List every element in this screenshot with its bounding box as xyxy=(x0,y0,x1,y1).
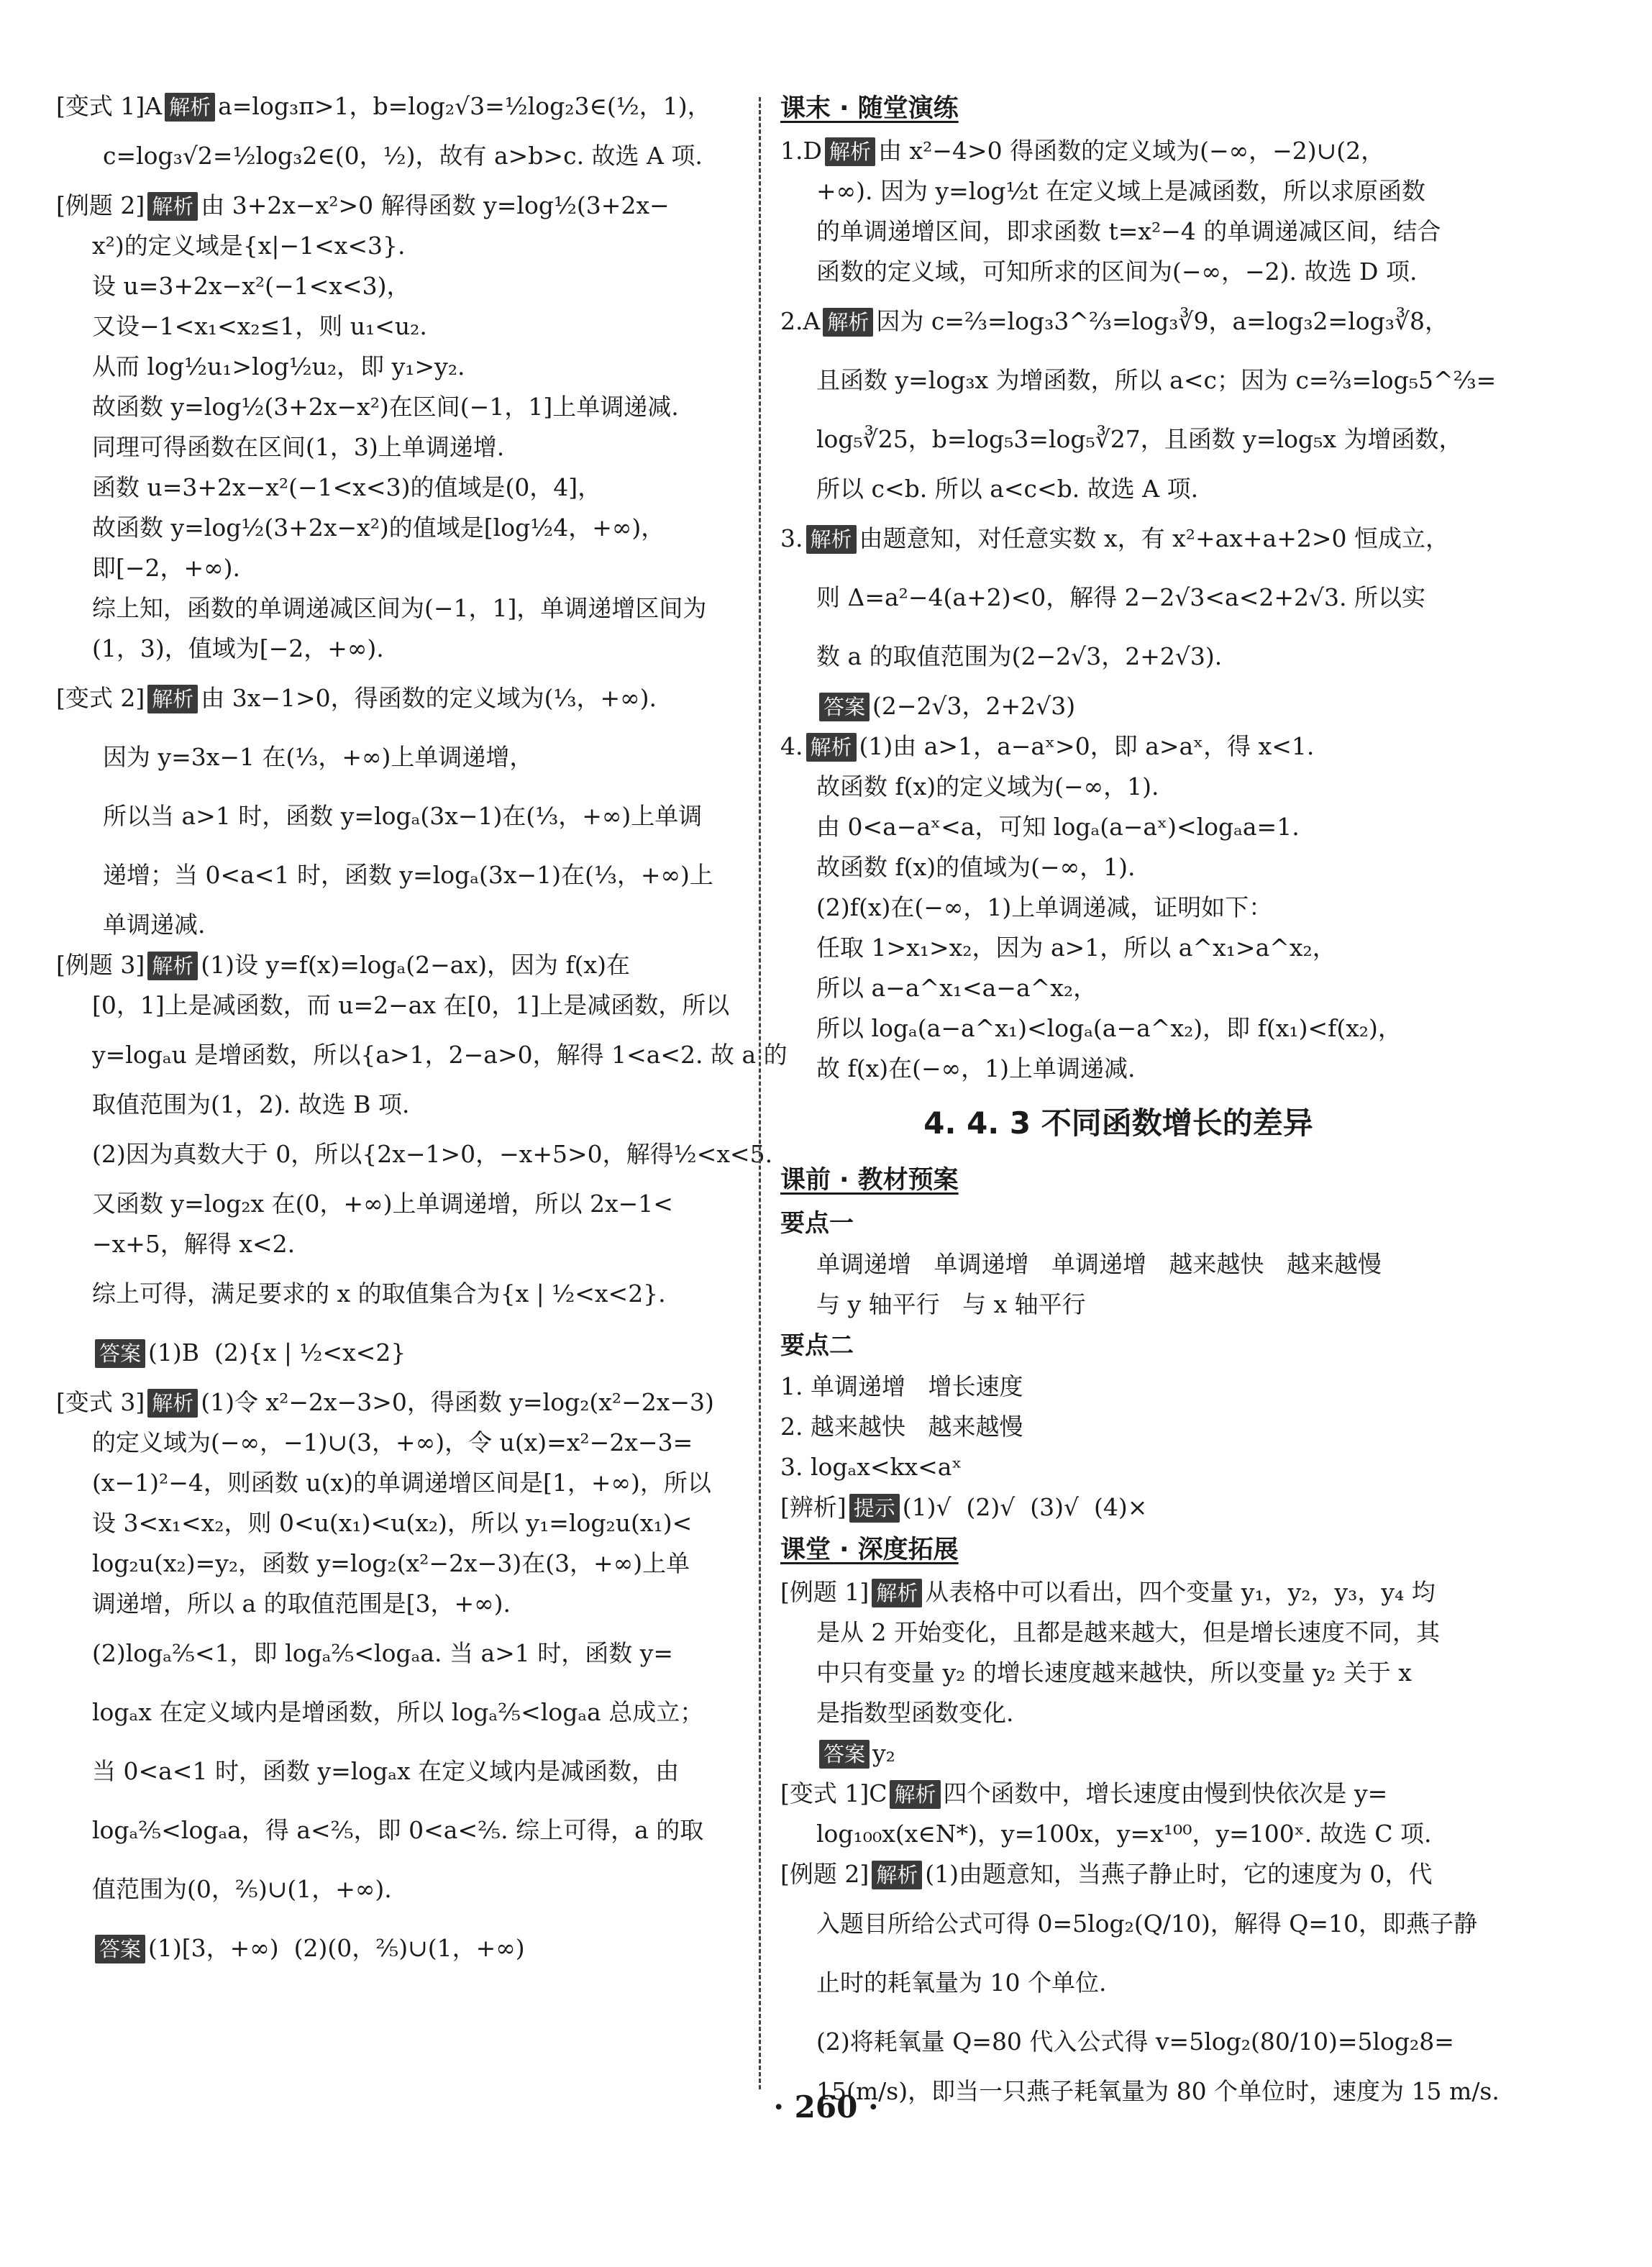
left-line: 调递增，所以 a 的取值范围是[3，+∞). xyxy=(92,1589,511,1618)
item-label: [例题 2] xyxy=(780,1860,870,1888)
right-line: 15(m/s)，即当一只燕子耗氧量为 80 个单位时，速度为 15 m/s. xyxy=(816,2077,1500,2105)
left-line: 函数 u=3+2x−x²(−1<x<3)的值域是(0，4]， xyxy=(92,473,602,501)
left-line: (2)logₐ⅖<1，即 logₐ⅖<logₐa. 当 a>1 时，函数 y= xyxy=(92,1639,674,1667)
right-line xyxy=(780,1854,1456,1894)
analysis-tag: 解析 xyxy=(147,192,198,221)
right-line xyxy=(780,686,1456,726)
right-line xyxy=(780,509,1456,568)
line-text: (1)由题意知，当燕子静止时，它的速度为 0，代 xyxy=(925,1860,1433,1888)
left-line xyxy=(56,945,743,985)
right-line: 中只有变量 y₂ 的增长速度越来越快，所以变量 y₂ 关于 x xyxy=(816,1659,1412,1687)
right-line: 的单调递增区间，即求函数 t=x²−4 的单调递减区间，结合 xyxy=(816,217,1441,245)
right-line: (2)f(x)在(−∞，1)上单调递减，证明如下： xyxy=(816,893,1273,921)
item-label: [例题 3] xyxy=(56,951,145,979)
line-text: a=log₃π>1，b=log₂√3=½log₂3∈(½，1)， xyxy=(218,92,711,120)
left-line: (2)因为真数大于 0，所以{2x−1>0，−x+5>0，解得½<x<5. xyxy=(92,1140,773,1168)
right-line: 止时的耗氧量为 10 个单位. xyxy=(816,1969,1107,1997)
left-line: log₂u(x₂)=y₂，函数 y=log₂(x²−2x−3)在(3，+∞)上单 xyxy=(92,1549,690,1577)
line-text: y₂ xyxy=(872,1739,895,1767)
item-label: [变式 2] xyxy=(56,684,145,712)
item-label: 4. xyxy=(780,732,803,760)
line-text: (1)[3，+∞) (2)(0，⅖)∪(1，+∞) xyxy=(148,1934,525,1962)
right-line: 故函数 f(x)的值域为(−∞，1). xyxy=(816,853,1136,881)
answer-tag: 答案 xyxy=(95,1935,145,1963)
left-line: 综上可得，满足要求的 x 的取值集合为{x | ½<x<2}. xyxy=(92,1280,666,1308)
line-text: (1)√ (2)√ (3)√ (4)× xyxy=(902,1493,1148,1521)
analysis-tag: 解析 xyxy=(165,93,215,122)
point-line: 与 y 轴平行 与 x 轴平行 xyxy=(816,1290,1086,1318)
left-line: 递增；当 0<a<1 时，函数 y=logₐ(3x−1)在(⅓，+∞)上 xyxy=(103,861,713,889)
page-number: · 260 · xyxy=(773,2089,879,2125)
right-line xyxy=(780,131,1456,171)
left-line: 的定义域为(−∞，−1)∪(3，+∞)，令 u(x)=x²−2x−3= xyxy=(92,1428,693,1456)
line-text: (2−2√3，2+2√3) xyxy=(872,692,1076,720)
left-line: y=logₐu 是增函数，所以{a>1，2−a>0，解得 1<a<2. 故 a 的 xyxy=(92,1041,788,1069)
answer-tag: 答案 xyxy=(95,1339,145,1368)
item-label: [例题 1] xyxy=(780,1578,870,1606)
left-line: 设 u=3+2x−x²(−1<x<3)， xyxy=(92,272,411,300)
left-line: (x−1)²−4，则函数 u(x)的单调递增区间是[1，+∞)，所以 xyxy=(92,1469,711,1497)
item-label: [例题 2] xyxy=(56,191,145,219)
analysis-tag: 解析 xyxy=(872,1579,922,1607)
left-line: 综上知，函数的单调递减区间为(−1，1]，单调递增区间为 xyxy=(92,594,707,622)
line-text: 由题意知，对任意实数 x，有 x²+ax+a+2>0 恒成立， xyxy=(859,524,1449,552)
left-line: 单调递减. xyxy=(103,911,206,939)
line-text: (1)令 x²−2x−3>0，得函数 y=log₂(x²−2x−3) xyxy=(201,1388,714,1416)
point-line: 3. logₐx<kx<aˣ xyxy=(780,1453,962,1481)
left-line: 即[−2，+∞). xyxy=(92,554,241,582)
analysis-tag: 解析 xyxy=(872,1861,922,1889)
right-line xyxy=(780,1774,1456,1814)
right-line: 故函数 f(x)的定义域为(−∞，1). xyxy=(816,772,1159,800)
analysis-tag: 解析 xyxy=(823,308,873,337)
left-line: (1，3)，值域为[−2，+∞). xyxy=(92,634,384,662)
left-line xyxy=(56,1323,743,1382)
section-title: 课前 · 教材预案 xyxy=(780,1166,959,1195)
right-line: (2)将耗氧量 Q=80 代入公式得 v=5log₂(80/10)=5log₂8= xyxy=(816,2027,1454,2056)
analysis-tag: 解析 xyxy=(147,952,198,980)
right-line: 是从 2 开始变化，且都是越来越大，但是增长速度不同，其 xyxy=(816,1618,1440,1646)
point-heading: 要点二 xyxy=(780,1331,854,1360)
right-line xyxy=(780,292,1456,351)
analysis-tag: 解析 xyxy=(825,137,875,166)
left-line: 故函数 y=log½(3+2x−x²)在区间(−1，1]上单调递减. xyxy=(92,393,679,421)
line-text: 由 3x−1>0，得函数的定义域为(⅓，+∞). xyxy=(201,684,657,712)
right-line xyxy=(780,1572,1456,1613)
bianxi-line xyxy=(780,1487,1456,1528)
line-text: (1)由 a>1，a−aˣ>0，即 a>aˣ，得 x<1. xyxy=(859,732,1315,760)
item-label: 2.A xyxy=(780,307,821,335)
line-text: 从表格中可以看出，四个变量 y₁，y₂，y₃，y₄ 均 xyxy=(925,1578,1436,1606)
analysis-tag: 解析 xyxy=(806,733,857,762)
left-line xyxy=(56,186,743,226)
right-line xyxy=(780,1733,1456,1774)
right-line: 数 a 的取值范围为(2−2√3，2+2√3). xyxy=(816,642,1223,670)
point-line: 单调递增 单调递增 单调递增 越来越快 越来越慢 xyxy=(816,1250,1382,1278)
item-label: [变式 1]C xyxy=(780,1779,887,1807)
left-line: x²)的定义域是{x|−1<x<3}. xyxy=(92,232,406,260)
right-line: 是指数型函数变化. xyxy=(816,1699,1014,1727)
left-line: 值范围为(0，⅖)∪(1，+∞). xyxy=(92,1875,392,1903)
right-line: log₁₀₀x(x∈N*)，y=100x，y=x¹⁰⁰，y=100ˣ. 故选 C 项. xyxy=(816,1820,1432,1848)
item-label: [变式 3] xyxy=(56,1388,145,1416)
left-line: 又函数 y=log₂x 在(0，+∞)上单调递增，所以 2x−1< xyxy=(92,1190,673,1218)
left-line: 故函数 y=log½(3+2x−x²)的值域是[log½4，+∞)， xyxy=(92,514,665,542)
right-line: 入题目所给公式可得 0=5log₂(Q/10)，解得 Q=10，即燕子静 xyxy=(816,1910,1478,1938)
chapter-heading: 4. 4. 3 不同函数增长的差异 xyxy=(923,1105,1313,1141)
right-line: 且函数 y=log₃x 为增函数，所以 a<c；因为 c=⅔=log₅5^⅔= xyxy=(816,366,1497,394)
section-title: 课堂 · 深度拓展 xyxy=(780,1536,959,1564)
left-line: 所以当 a>1 时，函数 y=logₐ(3x−1)在(⅓，+∞)上单调 xyxy=(103,802,703,830)
column-divider xyxy=(759,97,761,2089)
line-text: 由 3+2x−x²>0 解得函数 y=log½(3+2x− xyxy=(201,191,670,219)
section-title: 课末 · 随堂演练 xyxy=(780,94,959,123)
point-line: 1. 单调递增 增长速度 xyxy=(780,1372,1023,1400)
line-text: 因为 c=⅔=log₃3^⅔=log₃∛9，a=log₃2=log₃∛8， xyxy=(876,307,1449,335)
left-line: −x+5，解得 x<2. xyxy=(92,1230,296,1258)
right-line: 由 0<a−aˣ<a，可知 logₐ(a−aˣ)<logₐa=1. xyxy=(816,813,1300,841)
line-text: 由 x²−4>0 得函数的定义域为(−∞，−2)∪(2， xyxy=(877,137,1385,165)
left-line: c=log₃√2=½log₃2∈(0，½)，故有 a>b>c. 故选 A 项. xyxy=(103,142,703,170)
line-text: (1)设 y=f(x)=logₐ(2−ax)，因为 f(x)在 xyxy=(201,951,631,979)
right-line: 所以 a−a^x₁<a−a^x₂， xyxy=(816,974,1097,1002)
left-line: logₐx 在定义域内是增函数，所以 logₐ⅖<logₐa 总成立； xyxy=(92,1698,704,1726)
left-line xyxy=(56,1382,743,1423)
item-label: [变式 1]A xyxy=(56,92,163,120)
right-line: 函数的定义域，可知所求的区间为(−∞，−2). 故选 D 项. xyxy=(816,257,1418,286)
left-line xyxy=(56,86,743,127)
right-line: 任取 1>x₁>x₂，因为 a>1，所以 a^x₁>a^x₂， xyxy=(816,934,1336,962)
hint-tag: 提示 xyxy=(849,1494,900,1523)
right-line: 所以 logₐ(a−a^x₁)<logₐ(a−a^x₂)，即 f(x₁)<f(x₂)， xyxy=(816,1014,1402,1042)
analysis-tag: 解析 xyxy=(147,685,198,713)
analysis-tag: 解析 xyxy=(806,525,857,554)
right-line: +∞). 因为 y=log½t 在定义域上是减函数，所以求原函数 xyxy=(816,177,1426,205)
analysis-tag: 解析 xyxy=(890,1780,940,1809)
left-line: [0，1]上是减函数，而 u=2−ax 在[0，1]上是减函数，所以 xyxy=(92,991,730,1019)
answer-tag: 答案 xyxy=(819,1740,870,1769)
line-text: (1)B (2){x | ½<x<2} xyxy=(148,1338,406,1367)
answer-tag: 答案 xyxy=(819,693,870,721)
left-line: 又设−1<x₁<x₂≤1，则 u₁<u₂. xyxy=(92,312,427,340)
line-text: 四个函数中，增长速度由慢到快依次是 y= xyxy=(943,1779,1388,1807)
right-line: 故 f(x)在(−∞，1)上单调递减. xyxy=(816,1054,1136,1082)
item-label: 3. xyxy=(780,524,803,552)
left-line xyxy=(56,669,743,728)
right-line: log₅∛25，b=log₅3=log₅∛27，且函数 y=log₅x 为增函数， xyxy=(816,425,1463,453)
right-line: 所以 c<b. 所以 a<c<b. 故选 A 项. xyxy=(816,475,1199,503)
left-line: 设 3<x₁<x₂，则 0<u(x₁)<u(x₂)，所以 y₁=log₂u(x₁)< xyxy=(92,1509,693,1537)
point-heading: 要点一 xyxy=(780,1209,854,1238)
right-column xyxy=(780,86,1500,2112)
left-line: 同理可得函数在区间(1，3)上单调递增. xyxy=(92,433,505,461)
left-line: 从而 log½u₁>log½u₂，即 y₁>y₂. xyxy=(92,352,465,380)
right-line: 则 Δ=a²−4(a+2)<0，解得 2−2√3<a<2+2√3. 所以实 xyxy=(816,583,1426,611)
item-label: [辨析] xyxy=(780,1493,846,1521)
item-label: 1.D xyxy=(780,137,822,165)
left-column xyxy=(56,86,788,1978)
right-line xyxy=(780,726,1456,767)
left-line: 当 0<a<1 时，函数 y=logₐx 在定义域内是减函数，由 xyxy=(92,1757,680,1785)
left-line: 因为 y=3x−1 在(⅓，+∞)上单调递增， xyxy=(103,743,534,771)
left-line xyxy=(56,1919,743,1978)
left-line: 取值范围为(1，2). 故选 B 项. xyxy=(92,1090,410,1118)
left-line: logₐ⅖<logₐa，得 a<⅖，即 0<a<⅖. 综上可得，a 的取 xyxy=(92,1816,704,1844)
analysis-tag: 解析 xyxy=(147,1389,198,1418)
point-line: 2. 越来越快 越来越慢 xyxy=(780,1413,1023,1441)
